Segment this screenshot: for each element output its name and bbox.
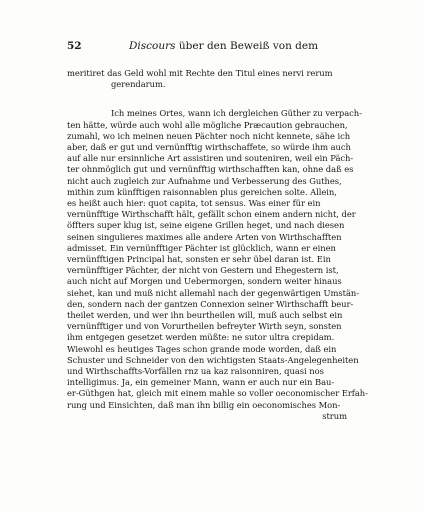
text-line: intelligimus. Ja, ein gemeiner Mann, wann er auch nur ein Bau- bbox=[67, 377, 335, 388]
text-line: auf alle nur ersinnliche Art assistiren und souteniren, weil ein Päch- bbox=[67, 153, 354, 164]
text-line: siehet, kan und muß nicht allemahl nach der gegenwärtigen Umstän- bbox=[67, 287, 360, 298]
text-line: vernünfftige Wirthschafft hält, gefällt schon einem andern nicht, der bbox=[67, 209, 356, 220]
text-line: ter ohnmöglich gut und vernünfftig wirthschafften kan, ohne daß es bbox=[67, 164, 354, 175]
text-line: seinen singulieres maximes alle andere Arten von Wirthschafften bbox=[67, 231, 342, 242]
text-line: ihm entgegen gesetzet werden müßte: ne sutor ultra crepidam. bbox=[67, 332, 335, 343]
text-line: den, sondern nach der gantzen Connexion seiner Wirthschafft beur- bbox=[67, 298, 354, 309]
text-line: rung und Einsichten, daß man ihn billig ein oeconomisches Mon- bbox=[67, 399, 341, 410]
text-line: gerendarum. bbox=[111, 79, 166, 90]
paragraph bbox=[67, 108, 368, 422]
text-line: theilet werden, und wer ihn beurtheilen will, muß auch selbst ein bbox=[67, 310, 343, 321]
text-line: mithin zum künfftigen raisonnablen plus gereichen solte. Allein, bbox=[67, 186, 337, 197]
text-line: Schuster und Schneider von den wichtigsten Staats-Angelegenheiten bbox=[67, 354, 359, 365]
body-text bbox=[67, 68, 368, 422]
running-title-prefix: Discours bbox=[129, 40, 176, 52]
text-line: zumahl, wo ich meinen neuen Pächter noch nicht kennete, sähe ich bbox=[67, 130, 351, 141]
text-line: vernünfftiger und von Vorurtheilen befreyter Wirth seyn, sonsten bbox=[67, 321, 342, 332]
page-header bbox=[67, 40, 335, 58]
running-title bbox=[129, 40, 318, 52]
text-line: vernünfftigen Principal hat, sonsten er sehr übel daran ist. Ein bbox=[67, 254, 331, 265]
text-line: ten hätte, würde auch wohl alle mögliche Præcaution gebrauchen, bbox=[67, 119, 348, 130]
paragraph bbox=[67, 68, 347, 90]
text-line: nicht auch zugleich zur Aufnahme und Verbesserung des Guthes, bbox=[67, 175, 342, 186]
text-line: strum bbox=[322, 410, 347, 421]
text-line: Wiewohl es heutiges Tages schon grande mode worden, daß ein bbox=[67, 343, 337, 354]
running-title-main: über den Beweiß von dem bbox=[178, 40, 319, 52]
text-line: es heißt auch hier: quot capita, tot sensus. Was einer für ein bbox=[67, 198, 321, 209]
text-line: er-Güthgen hat, gleich mit einem mahle so voller oeconomischer Erfah- bbox=[67, 388, 368, 399]
text-line: vernünfftiger Pächter, der nicht von Gestern und Ehegestern ist, bbox=[67, 265, 339, 276]
text-line: Ich meines Ortes, wann ich dergleichen Güther zu verpach- bbox=[111, 108, 362, 119]
page-number: 52 bbox=[67, 40, 82, 52]
text-line: aber, daß er gut und vernünfftig wirthschaffete, so würde ihm auch bbox=[67, 142, 351, 153]
text-line: meritiret das Geld wohl mit Rechte den Titul eines nervi rerum bbox=[67, 68, 333, 78]
text-line: öffters super klug ist, seine eigene Grillen heget, und nach diesen bbox=[67, 220, 345, 231]
text-line: und Wirthschaffts-Vorfällen rnz ua kaz raisonniren, quasi nos bbox=[67, 366, 324, 377]
text-line: auch nicht auf Morgen und Uebermorgen, sondern weiter hinaus bbox=[67, 276, 342, 287]
text-line: admisset. Ein vernünfftiger Pächter ist glücklich, wann er einen bbox=[67, 242, 336, 253]
